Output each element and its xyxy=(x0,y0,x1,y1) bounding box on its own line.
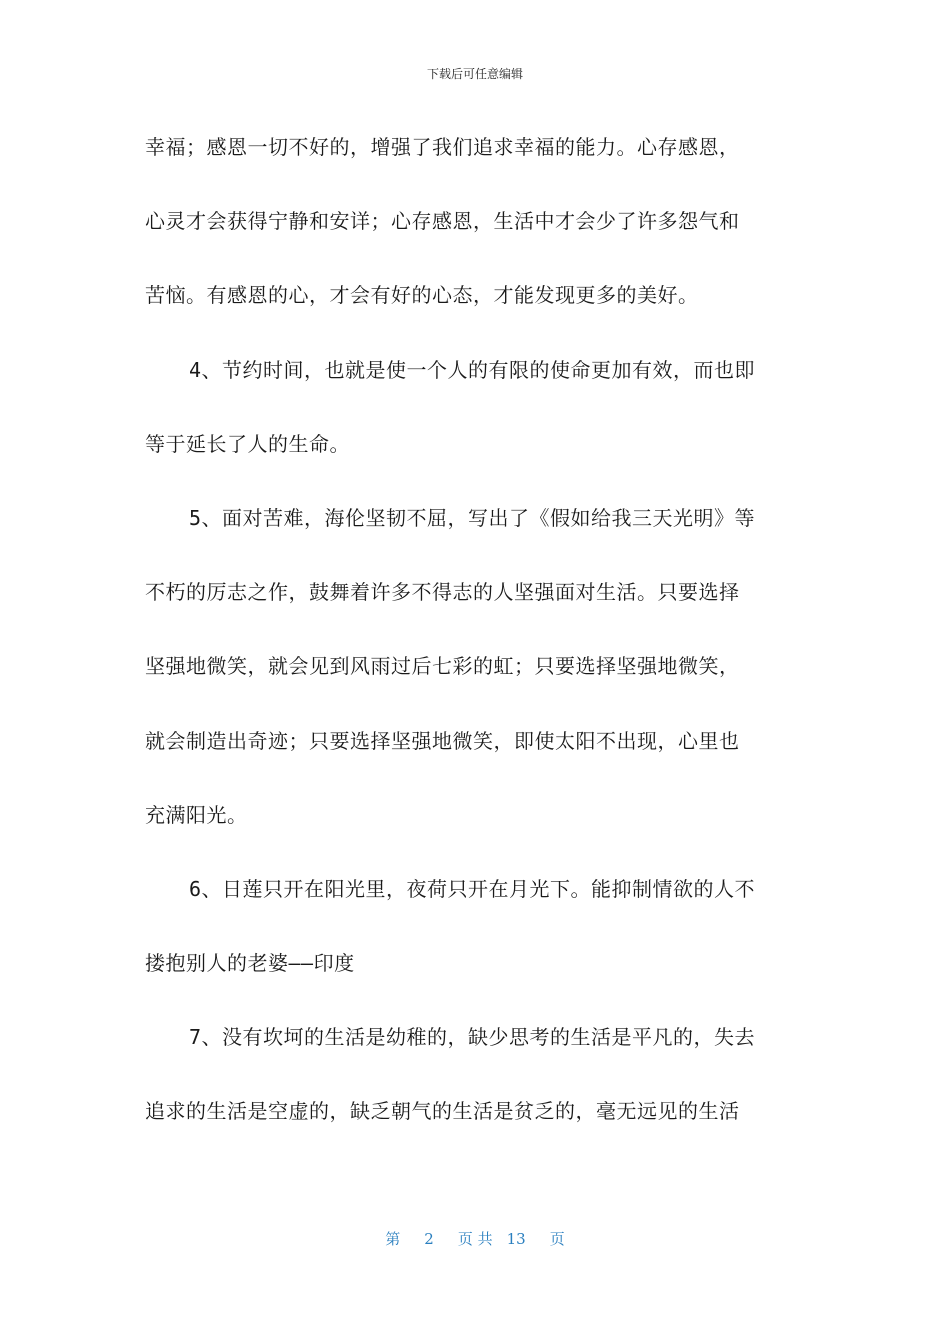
text-line-5: 等于延长了人的生命。 xyxy=(145,431,350,456)
footer-prefix: 第 xyxy=(385,1230,401,1248)
text-line-6: 5、面对苦难，海伦坚韧不屈，写出了《假如给我三天光明》等 xyxy=(189,505,756,530)
page-header-note: 下载后可任意编辑 xyxy=(426,67,523,81)
text-line-8: 坚强地微笑，就会见到风雨过后七彩的虹；只要选择坚强地微笑， xyxy=(145,654,740,679)
document-body xyxy=(145,123,810,1162)
text-line-12: 搂抱别人的老婆——印度 xyxy=(145,951,355,976)
footer-current-page: 2 xyxy=(424,1230,434,1248)
text-line-2: 心灵才会获得宁静和安详；心存感恩，生活中才会少了许多怨气和 xyxy=(145,209,740,234)
text-line-7: 不朽的厉志之作，鼓舞着许多不得志的人坚强面对生活。只要选择 xyxy=(145,580,740,605)
text-line-11: 6、日莲只开在阳光里，夜荷只开在月光下。能抑制情欲的人不 xyxy=(189,876,756,901)
text-line-10: 充满阳光。 xyxy=(145,802,248,827)
text-line-4: 4、节约时间，也就是使一个人的有限的使命更加有效，而也即 xyxy=(189,357,756,382)
footer-suffix: 页 xyxy=(549,1230,565,1248)
text-line-3: 苦恼。有感恩的心，才会有好的心态，才能发现更多的美好。 xyxy=(145,283,699,308)
page-number-footer xyxy=(0,1229,950,1249)
text-line-1: 幸福；感恩一切不好的，增强了我们追求幸福的能力。心存感恩， xyxy=(145,135,740,159)
text-line-9: 就会制造出奇迹；只要选择坚强地微笑，即使太阳不出现，心里也 xyxy=(145,728,740,753)
text-line-13: 7、没有坎坷的生活是幼稚的，缺少思考的生活是平凡的，失去 xyxy=(189,1025,756,1050)
footer-middle: 页 共 xyxy=(457,1230,493,1248)
text-line-14: 追求的生活是空虚的，缺乏朝气的生活是贫乏的，毫无远见的生活 xyxy=(145,1099,740,1124)
footer-total-pages: 13 xyxy=(506,1230,526,1248)
